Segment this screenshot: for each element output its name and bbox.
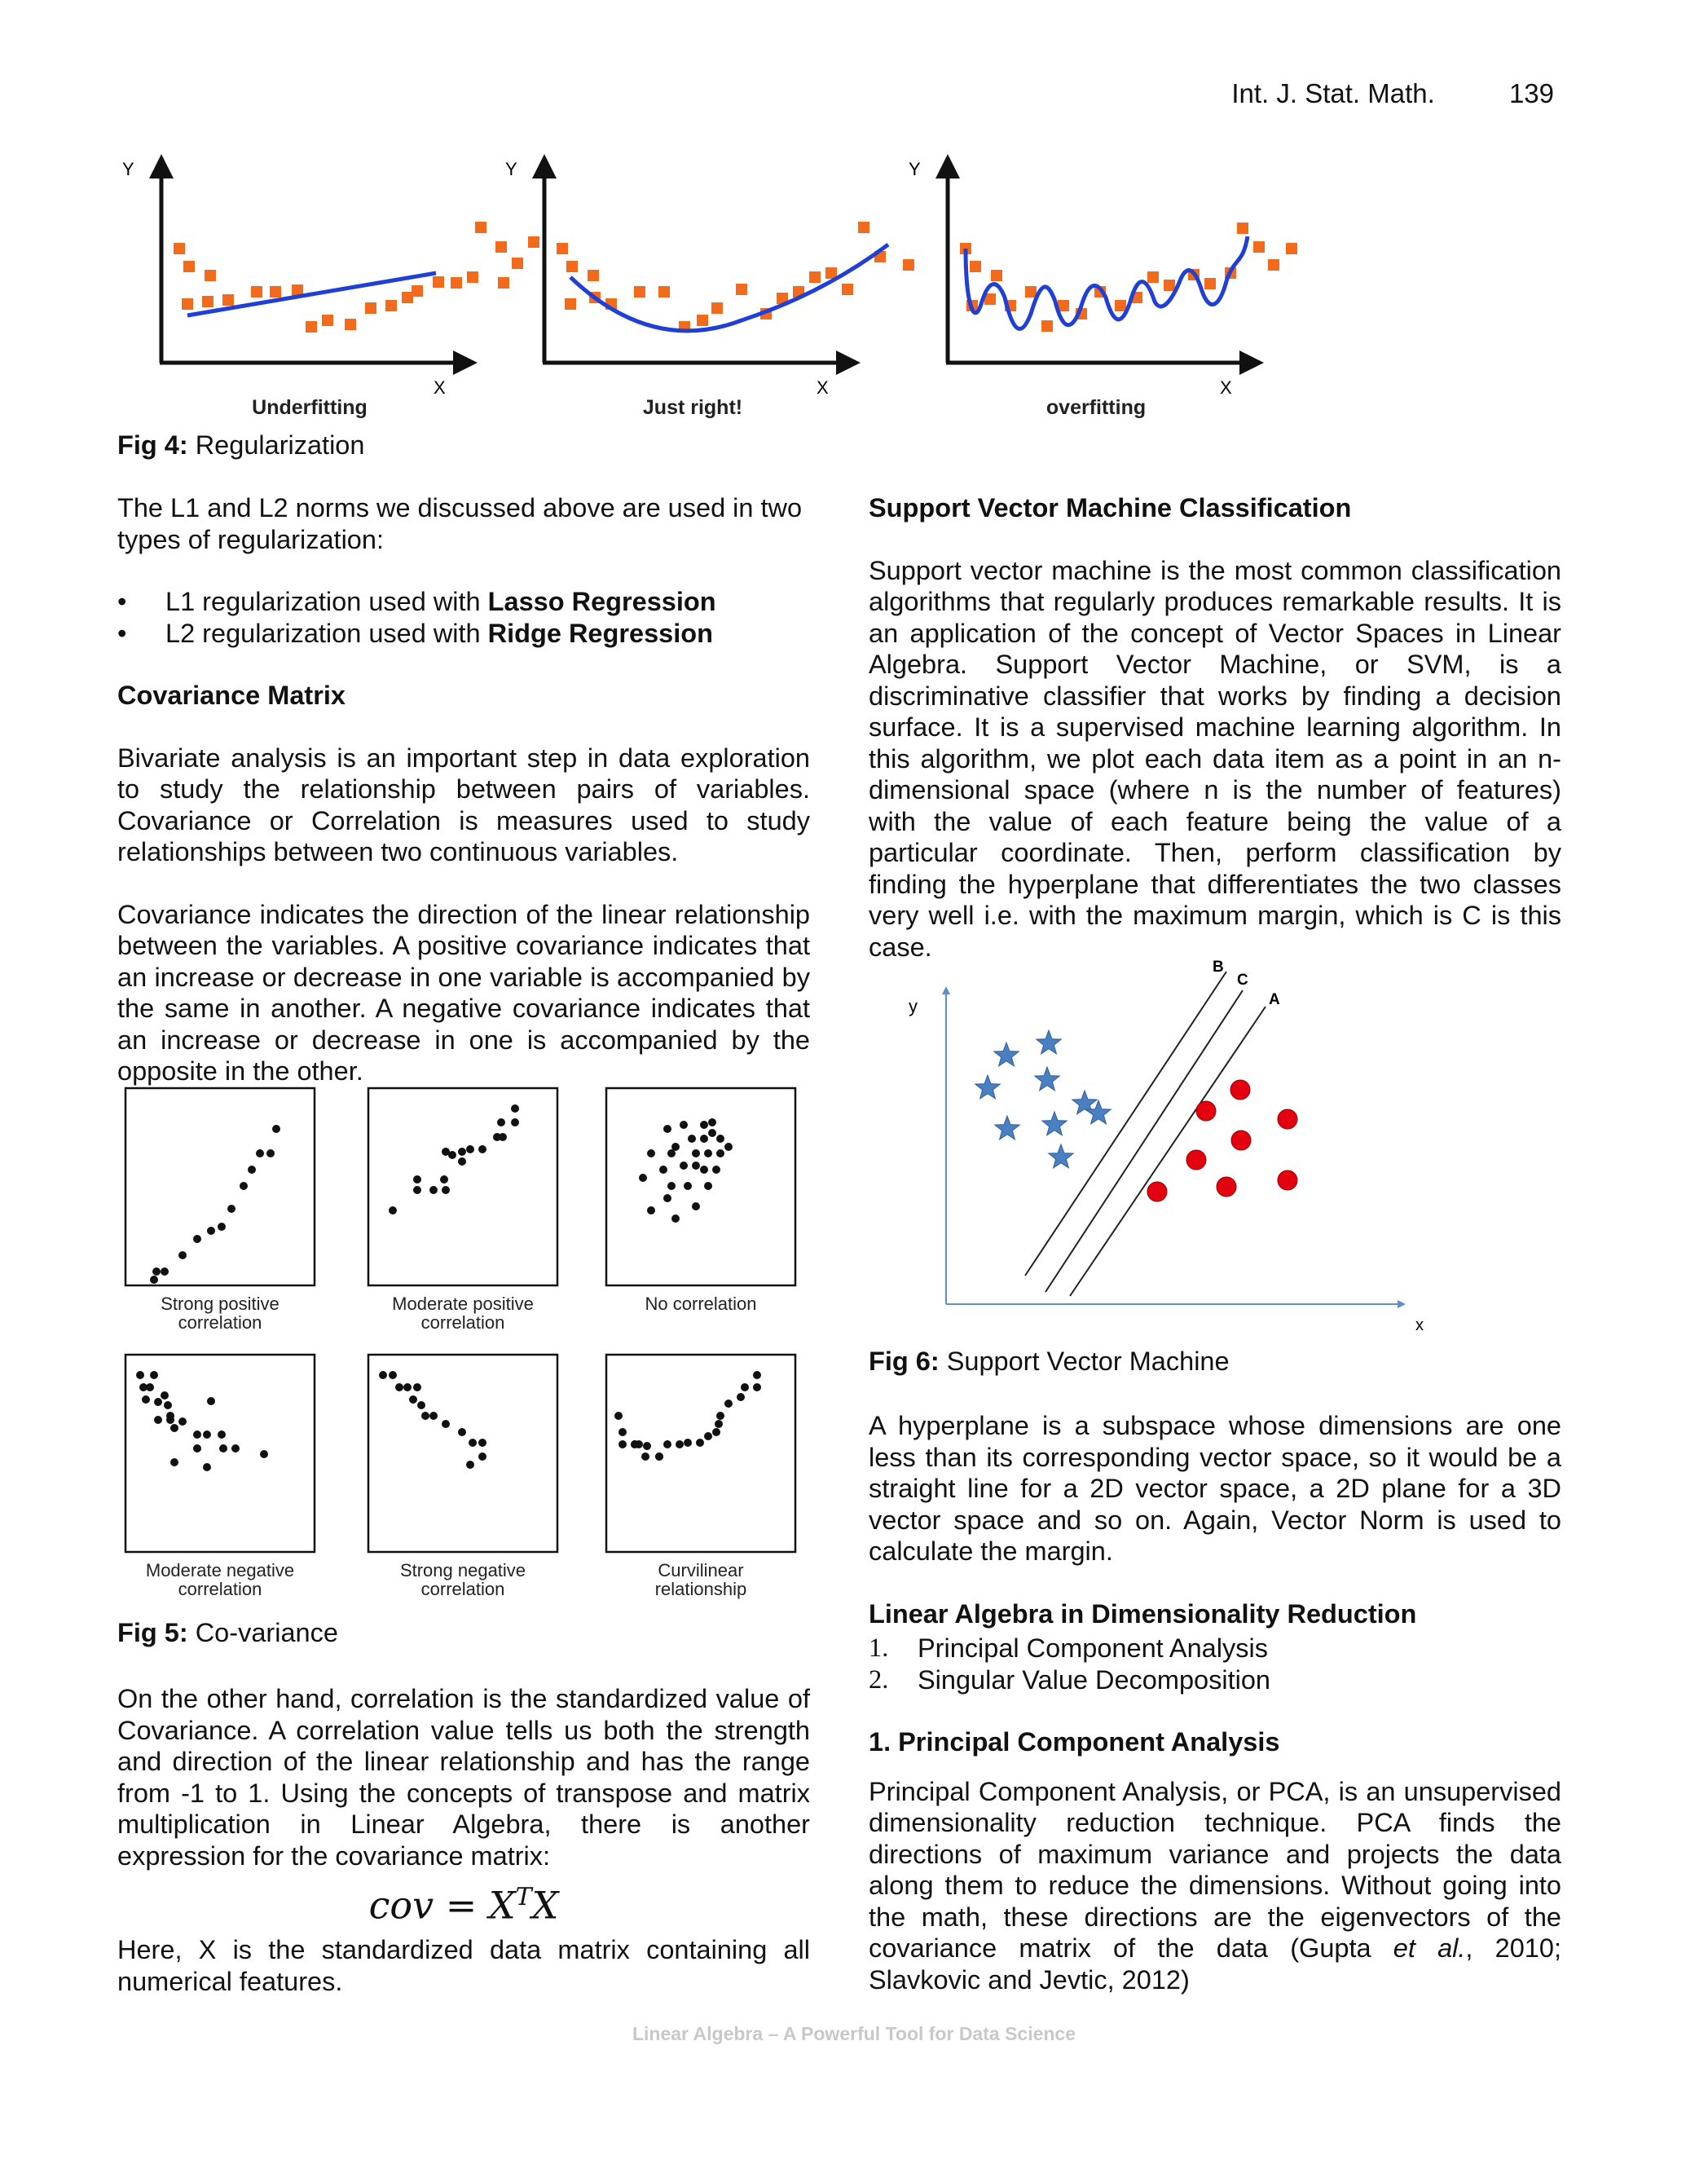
data-point bbox=[704, 1182, 712, 1190]
data-point bbox=[711, 302, 723, 314]
data-point bbox=[429, 1186, 438, 1194]
circle-point bbox=[1278, 1109, 1297, 1129]
la-dim-heading: Linear Algebra in Dimensionality Reduction bbox=[869, 1598, 1417, 1629]
data-point bbox=[322, 315, 333, 326]
data-point bbox=[260, 1450, 268, 1458]
journal-name: Int. J. Stat. Math. bbox=[1231, 78, 1435, 108]
axis-x-label: x bbox=[1415, 1316, 1424, 1334]
panel-label-line2: correlation bbox=[178, 1579, 262, 1599]
data-point bbox=[389, 1206, 397, 1214]
data-point bbox=[716, 1412, 724, 1420]
data-point bbox=[667, 1182, 676, 1190]
list-item: • L2 regularization used with Ridge Regression bbox=[117, 618, 810, 650]
data-point bbox=[154, 1398, 162, 1406]
data-point bbox=[193, 1430, 201, 1439]
l1-l2-paragraph: The L1 and L2 norms we discussed above are used in two types of regularization: bbox=[117, 493, 803, 554]
standardized-matrix-paragraph: Here, X is the standardized data matrix containing all numerical features. bbox=[117, 1935, 810, 1996]
data-point bbox=[218, 1223, 226, 1231]
data-point bbox=[643, 1442, 651, 1450]
data-point bbox=[417, 1401, 425, 1409]
data-point bbox=[389, 1371, 397, 1379]
line-label: B bbox=[1213, 959, 1224, 976]
data-point bbox=[395, 1383, 403, 1391]
data-point bbox=[413, 1186, 421, 1194]
panel-label: Strong positive bbox=[161, 1294, 280, 1314]
data-point bbox=[634, 286, 645, 298]
star-point bbox=[975, 1075, 1000, 1099]
data-point bbox=[696, 1439, 704, 1447]
data-point bbox=[618, 1440, 627, 1448]
data-point bbox=[442, 1186, 450, 1194]
panel-label-line2: correlation bbox=[178, 1312, 262, 1333]
data-point bbox=[365, 302, 376, 314]
data-point bbox=[469, 1439, 477, 1447]
data-point bbox=[708, 1129, 716, 1137]
fit-curve bbox=[570, 245, 888, 331]
hyperplane-a bbox=[1070, 1007, 1266, 1296]
circle-point bbox=[1196, 1101, 1216, 1121]
data-point bbox=[412, 285, 423, 297]
fig5-covariance bbox=[117, 1088, 810, 1618]
data-point bbox=[150, 1276, 158, 1284]
data-point bbox=[219, 1444, 227, 1452]
circle-point bbox=[1186, 1150, 1206, 1170]
data-point bbox=[704, 1432, 712, 1440]
fig5-caption: Fig 5: Co-variance bbox=[117, 1618, 338, 1647]
data-point bbox=[688, 1135, 696, 1143]
fig5-panel-3 bbox=[606, 1088, 795, 1314]
data-point bbox=[671, 1214, 680, 1223]
line-label: A bbox=[1269, 991, 1280, 1008]
data-point bbox=[413, 1175, 421, 1184]
left-column bbox=[117, 492, 810, 1087]
data-point bbox=[631, 1440, 639, 1448]
data-point bbox=[692, 1149, 700, 1157]
data-point bbox=[715, 1420, 723, 1428]
data-point bbox=[385, 300, 397, 311]
data-point bbox=[528, 236, 539, 248]
data-point bbox=[663, 1125, 671, 1133]
data-point bbox=[716, 1135, 724, 1143]
data-point bbox=[1115, 300, 1126, 311]
left-column-lower bbox=[117, 1683, 810, 2028]
data-point bbox=[1041, 320, 1053, 332]
data-point bbox=[858, 222, 869, 233]
data-point bbox=[146, 1383, 154, 1391]
data-point bbox=[152, 1267, 161, 1276]
data-point bbox=[270, 286, 281, 298]
data-point bbox=[667, 1149, 676, 1157]
data-point bbox=[150, 1371, 158, 1379]
data-point bbox=[1164, 280, 1175, 291]
fig4-panel-3 bbox=[909, 159, 1297, 419]
data-point bbox=[676, 1440, 684, 1448]
data-point bbox=[753, 1371, 761, 1379]
panel-label: Moderate positive bbox=[392, 1294, 534, 1314]
pca-paragraph: Principal Component Analysis, or PCA, is an unsupervised dimensionality reduction technique. PCA finds the directions of maximum variance and projects the data along them to reduce the dimensions. Without going into the math, these directions are the eigenvectors of the covariance matrix of the data (Gupta et al., 2010; Slavkovic and Jevtic, 2012) bbox=[869, 1776, 1561, 1995]
data-point bbox=[639, 1174, 647, 1182]
data-point bbox=[712, 1166, 720, 1174]
page-footer: Linear Algebra – A Powerful Tool for Data Science bbox=[632, 2023, 1076, 2044]
panel-label-line2: correlation bbox=[420, 1579, 505, 1599]
data-point bbox=[409, 1395, 417, 1404]
data-point bbox=[227, 1205, 236, 1213]
data-point bbox=[753, 1383, 761, 1391]
data-point bbox=[203, 1430, 211, 1439]
covariance-heading: Covariance Matrix bbox=[117, 681, 346, 710]
data-point bbox=[741, 1383, 749, 1391]
data-point bbox=[193, 1235, 201, 1243]
data-point bbox=[182, 298, 193, 310]
star-point bbox=[1042, 1112, 1067, 1135]
data-point bbox=[684, 1182, 692, 1190]
data-point bbox=[183, 261, 195, 272]
circle-point bbox=[1231, 1131, 1251, 1150]
data-point bbox=[970, 261, 981, 272]
circle-point bbox=[1217, 1177, 1236, 1197]
data-point bbox=[458, 1148, 466, 1156]
data-point bbox=[716, 1149, 724, 1157]
panel-label: Strong negative bbox=[399, 1560, 526, 1580]
data-point bbox=[154, 1416, 162, 1424]
star-point bbox=[995, 1116, 1019, 1140]
data-point bbox=[497, 1118, 505, 1126]
data-point bbox=[493, 1133, 501, 1141]
data-point bbox=[512, 258, 523, 269]
data-point bbox=[903, 259, 914, 271]
data-point bbox=[451, 277, 462, 289]
data-point bbox=[251, 286, 262, 298]
data-point bbox=[1253, 241, 1265, 253]
panel-label: overfitting bbox=[1045, 396, 1147, 419]
dim-reduction-list bbox=[869, 1633, 1561, 1695]
axis-x-label: X bbox=[434, 377, 446, 398]
axis-y-label: Y bbox=[505, 159, 517, 179]
data-point bbox=[421, 1412, 429, 1420]
data-point bbox=[1237, 223, 1248, 234]
panel-label: No correlation bbox=[645, 1294, 757, 1314]
data-point bbox=[256, 1149, 264, 1157]
data-point bbox=[218, 1430, 226, 1439]
data-point bbox=[467, 271, 478, 283]
data-point bbox=[166, 1416, 174, 1424]
data-point bbox=[202, 296, 214, 307]
data-point bbox=[641, 1452, 649, 1461]
panel-label-line2: relationship bbox=[654, 1579, 747, 1599]
plot-frame bbox=[125, 1088, 315, 1285]
hyperplane-paragraph: A hyperplane is a subspace whose dimensions are one less than its corresponding vector space, so it would be a straight line for a 2D vector space, a 2D plane for a 3D vector space and so on. Again, Vector Norm is used to calculate the margin. bbox=[869, 1411, 1561, 1566]
data-point bbox=[248, 1166, 256, 1174]
data-point bbox=[240, 1182, 248, 1190]
data-point bbox=[478, 1145, 486, 1153]
fig6-caption: Fig 6: Support Vector Machine bbox=[869, 1347, 1230, 1376]
data-point bbox=[511, 1104, 519, 1113]
data-point bbox=[658, 286, 670, 298]
data-point bbox=[207, 1227, 215, 1235]
fig4-regularization bbox=[114, 143, 1271, 420]
axis-y-label: y bbox=[909, 996, 918, 1016]
data-point bbox=[402, 292, 413, 303]
data-point bbox=[170, 1458, 178, 1466]
bivariate-paragraph: Bivariate analysis is an important step in data exploration to study the relationship between pairs of variables. Covariance or Correlation is measures used to study relationships between two continuous variables. bbox=[117, 743, 810, 866]
data-point bbox=[170, 1424, 178, 1432]
plot-frame bbox=[125, 1355, 315, 1552]
fig4-caption: Fig 4: Regularization bbox=[117, 430, 365, 460]
data-point bbox=[306, 321, 317, 333]
data-point bbox=[231, 1444, 240, 1452]
data-point bbox=[466, 1145, 474, 1153]
panel-label: Curvilinear bbox=[658, 1560, 744, 1580]
data-point bbox=[614, 1412, 623, 1420]
data-point bbox=[724, 1143, 733, 1151]
data-point bbox=[724, 1400, 733, 1408]
axis-x-label: X bbox=[1220, 377, 1232, 398]
data-point bbox=[495, 241, 507, 253]
data-point bbox=[737, 1393, 745, 1401]
data-point bbox=[478, 1439, 486, 1447]
data-point bbox=[1286, 243, 1297, 254]
data-point bbox=[413, 1383, 421, 1391]
data-point bbox=[178, 1417, 187, 1426]
covariance-formula: cov = $X^TX$ bbox=[368, 1883, 559, 1928]
panel-label: Moderate negative bbox=[145, 1560, 295, 1580]
fig6-svm bbox=[876, 954, 1424, 1337]
data-point bbox=[475, 222, 486, 233]
regularization-list bbox=[117, 586, 810, 649]
star-point bbox=[1049, 1144, 1073, 1168]
star-point bbox=[1035, 1067, 1059, 1091]
data-point bbox=[345, 319, 356, 330]
data-point bbox=[692, 1162, 700, 1170]
axis-y-label: Y bbox=[122, 159, 134, 179]
data-point bbox=[680, 1162, 688, 1170]
data-point bbox=[700, 1166, 708, 1174]
data-point bbox=[1147, 271, 1159, 283]
data-point bbox=[379, 1371, 387, 1379]
star-point bbox=[1037, 1030, 1061, 1054]
data-point bbox=[700, 1121, 708, 1129]
data-point bbox=[142, 1395, 150, 1404]
data-point bbox=[697, 315, 708, 326]
covariance-direction-paragraph: Covariance indicates the direction of the linear relationship between the variables. A positive covariance indicates that an increase or decrease in one variable is accompanied by the same in another. A negative covariance indicates that an increase or decrease in one is accompanied by the opposite in the other. bbox=[117, 899, 810, 1086]
page-header bbox=[1231, 78, 1554, 109]
data-point bbox=[647, 1149, 655, 1157]
data-point bbox=[164, 1401, 172, 1409]
data-point bbox=[647, 1206, 655, 1214]
data-point bbox=[207, 1397, 215, 1405]
data-point bbox=[478, 1452, 486, 1461]
data-point bbox=[442, 1420, 450, 1428]
data-point bbox=[991, 270, 1002, 281]
data-point bbox=[266, 1149, 275, 1157]
list-item: 2. Singular Value Decomposition bbox=[869, 1664, 1270, 1695]
data-point bbox=[684, 1439, 692, 1447]
plot-frame bbox=[368, 1088, 557, 1285]
data-point bbox=[429, 1412, 438, 1420]
data-point bbox=[618, 1428, 627, 1436]
data-point bbox=[161, 1391, 169, 1400]
data-point bbox=[663, 1194, 671, 1202]
line-label: C bbox=[1237, 972, 1248, 989]
fig5-panel-4 bbox=[125, 1355, 315, 1599]
data-point bbox=[222, 294, 234, 306]
data-point bbox=[712, 1428, 720, 1436]
data-point bbox=[498, 277, 509, 289]
data-point bbox=[566, 261, 578, 272]
data-point bbox=[1025, 286, 1037, 298]
data-point bbox=[655, 1452, 663, 1461]
data-point bbox=[161, 1267, 169, 1276]
data-point bbox=[588, 270, 599, 281]
fig4-panel-2 bbox=[505, 159, 914, 419]
data-point bbox=[842, 284, 853, 295]
circle-point bbox=[1278, 1170, 1297, 1190]
fig5-panel-1 bbox=[125, 1088, 315, 1333]
data-point bbox=[458, 1157, 466, 1166]
data-point bbox=[708, 1118, 716, 1126]
data-point bbox=[736, 284, 747, 295]
fig4-panel-1 bbox=[122, 159, 539, 419]
data-point bbox=[565, 298, 576, 310]
fig5-panel-2 bbox=[368, 1088, 557, 1333]
data-point bbox=[466, 1461, 474, 1469]
data-point bbox=[193, 1444, 201, 1452]
data-point bbox=[704, 1149, 712, 1157]
star-point bbox=[994, 1043, 1019, 1066]
data-point bbox=[433, 276, 444, 288]
data-point bbox=[174, 243, 185, 254]
plot-frame bbox=[606, 1355, 795, 1552]
data-point bbox=[692, 1202, 700, 1210]
svm-heading: Support Vector Machine Classification bbox=[869, 493, 1352, 522]
right-column bbox=[869, 492, 1561, 994]
correlation-paragraph: On the other hand, correlation is the standardized value of Covariance. A correlation value tells us both the strength and direction of the linear relationship and has the range from -1 to 1. Using the concepts of transpose and matrix multiplication in Linear Algebra, there is another expression for the covariance matrix: bbox=[117, 1684, 810, 1871]
data-point bbox=[511, 1118, 519, 1126]
data-point bbox=[403, 1383, 412, 1391]
data-point bbox=[448, 1151, 456, 1159]
panel-label: Just right! bbox=[642, 396, 743, 419]
data-point bbox=[458, 1428, 466, 1436]
page-number: 139 bbox=[1508, 78, 1554, 108]
data-point bbox=[663, 1440, 671, 1448]
plot-frame bbox=[606, 1088, 795, 1285]
data-point bbox=[700, 1135, 708, 1143]
list-item: • L1 regularization used with Lasso Regression bbox=[117, 586, 810, 618]
data-point bbox=[136, 1371, 144, 1379]
data-point bbox=[1204, 278, 1216, 289]
data-point bbox=[557, 243, 568, 254]
data-point bbox=[680, 1121, 688, 1129]
data-point bbox=[809, 271, 821, 283]
axis-x-label: X bbox=[817, 377, 829, 398]
data-point bbox=[272, 1125, 280, 1133]
data-point bbox=[659, 1166, 667, 1174]
hyperplane-c bbox=[1045, 990, 1243, 1292]
data-point bbox=[203, 1463, 211, 1471]
data-point bbox=[205, 270, 216, 281]
circle-point bbox=[1147, 1182, 1167, 1201]
data-point bbox=[178, 1251, 187, 1259]
svm-paragraph: Support vector machine is the most common classification algorithms that regularly produces remarkable results. It is an application of the concept of Vector Spaces in Linear Algebra. Support Vector Machine, or SVM, is a discriminative classifier that works by finding a decision surface. It is a supervised machine learning algorithm. In this algorithm, we plot each data item as a point in an n-dimensional space (where n is the number of features) with the value of each feature being the value of a particular coordinate. Then, perform classification by finding the hyperplane that differentiates the two classes very well i.e. with the maximum margin, which is C is this case. bbox=[869, 555, 1561, 962]
axis-y-label: Y bbox=[909, 159, 921, 179]
data-point bbox=[1268, 259, 1279, 271]
circle-point bbox=[1230, 1080, 1250, 1100]
panel-label: Underfitting bbox=[252, 396, 368, 419]
pca-heading: 1. Principal Component Analysis bbox=[869, 1727, 1280, 1757]
list-item: 1. Principal Component Analysis bbox=[869, 1633, 1268, 1663]
right-column-lower bbox=[869, 1410, 1561, 2026]
fig5-panel-6 bbox=[606, 1355, 795, 1599]
data-point bbox=[440, 1175, 448, 1184]
fig5-panel-5 bbox=[368, 1355, 557, 1599]
panel-label-line2: correlation bbox=[420, 1312, 505, 1333]
